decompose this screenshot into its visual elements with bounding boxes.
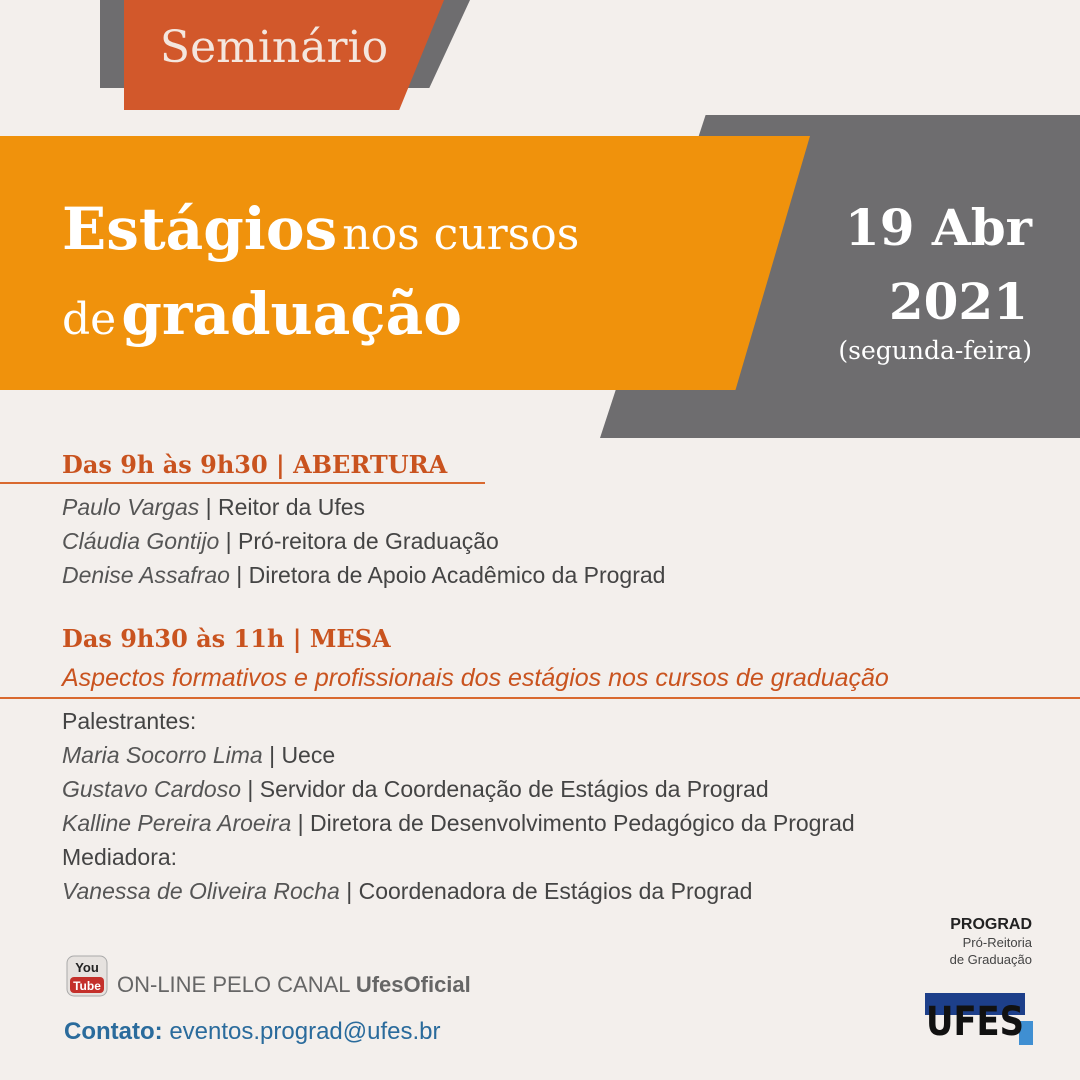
person-row: [62, 524, 665, 558]
person-name: Cláudia Gontijo: [62, 528, 220, 554]
person-name: Paulo Vargas: [62, 494, 200, 520]
person-row: [62, 874, 855, 908]
org-line-1: Pró-Reitoria: [962, 935, 1032, 950]
seminar-label: Seminário: [159, 22, 389, 73]
divider: [0, 482, 485, 484]
contact-line: [64, 1018, 441, 1046]
opening-people-list: [62, 490, 665, 592]
person-row: [62, 806, 855, 840]
person-role: | Coordenadora de Estágios da Prograd: [346, 878, 753, 904]
contact-email-link[interactable]: eventos.prograd@ufes.br: [169, 1018, 441, 1045]
person-role: | Uece: [269, 742, 336, 768]
person-name: Denise Assafrao: [62, 562, 230, 588]
opening-heading: Das 9h às 9h30 | ABERTURA: [62, 450, 448, 479]
youtube-channel-text: [117, 972, 471, 998]
person-role: | Reitor da Ufes: [205, 494, 366, 520]
person-name: Kalline Pereira Aroeira: [62, 810, 292, 836]
person-row: [62, 772, 855, 806]
org-name: PROGRAD: [950, 916, 1032, 933]
person-role: | Servidor da Coordenação de Estágios da Prograd: [247, 776, 769, 802]
youtube-icon-text-bottom: Tube: [73, 979, 101, 993]
title-bold-word-2: graduação: [121, 280, 462, 348]
youtube-icon-text-top: You: [75, 960, 99, 975]
mediator-label: Mediadora:: [62, 844, 178, 870]
event-date-year: 2021: [888, 272, 1028, 331]
panel-subtitle: Aspectos formativos e profissionais dos estágios nos cursos de graduação: [62, 664, 889, 692]
event-date-day: 19 Abr: [844, 198, 1032, 257]
title-panel: [0, 136, 810, 390]
person-row: [62, 558, 665, 592]
person-name: Maria Socorro Lima: [62, 742, 263, 768]
prograd-block: [950, 916, 1032, 968]
channel-link[interactable]: UfesOficial: [355, 972, 471, 997]
event-title-line-1: [62, 195, 579, 263]
panel-people-list: [62, 704, 855, 908]
person-name: Vanessa de Oliveira Rocha: [62, 878, 340, 904]
online-label: ON-LINE PELO CANAL: [117, 972, 350, 997]
ufes-logo-text: UFES: [926, 999, 1024, 1045]
event-weekday: (segunda-feira): [838, 336, 1032, 365]
person-role: | Pró-reitora de Graduação: [225, 528, 499, 554]
person-row: [62, 490, 665, 524]
ufes-logo: [925, 993, 1033, 1045]
divider: [0, 697, 1080, 699]
event-title-line-2: [62, 280, 462, 348]
speakers-label: Palestrantes:: [62, 708, 197, 734]
panel-heading: Das 9h30 às 11h | MESA: [62, 624, 391, 653]
title-light-word: de: [62, 294, 117, 345]
person-row: [62, 738, 855, 772]
person-role: | Diretora de Apoio Acadêmico da Prograd: [236, 562, 666, 588]
person-role: | Diretora de Desenvolvimento Pedagógico da Prograd: [297, 810, 855, 836]
title-bold-word: Estágios: [62, 195, 338, 263]
org-line-2: de Graduação: [949, 952, 1032, 967]
title-light-text: nos cursos: [342, 209, 580, 260]
person-name: Gustavo Cardoso: [62, 776, 241, 802]
youtube-icon[interactable]: [66, 955, 108, 997]
contact-label: Contato:: [64, 1018, 163, 1045]
